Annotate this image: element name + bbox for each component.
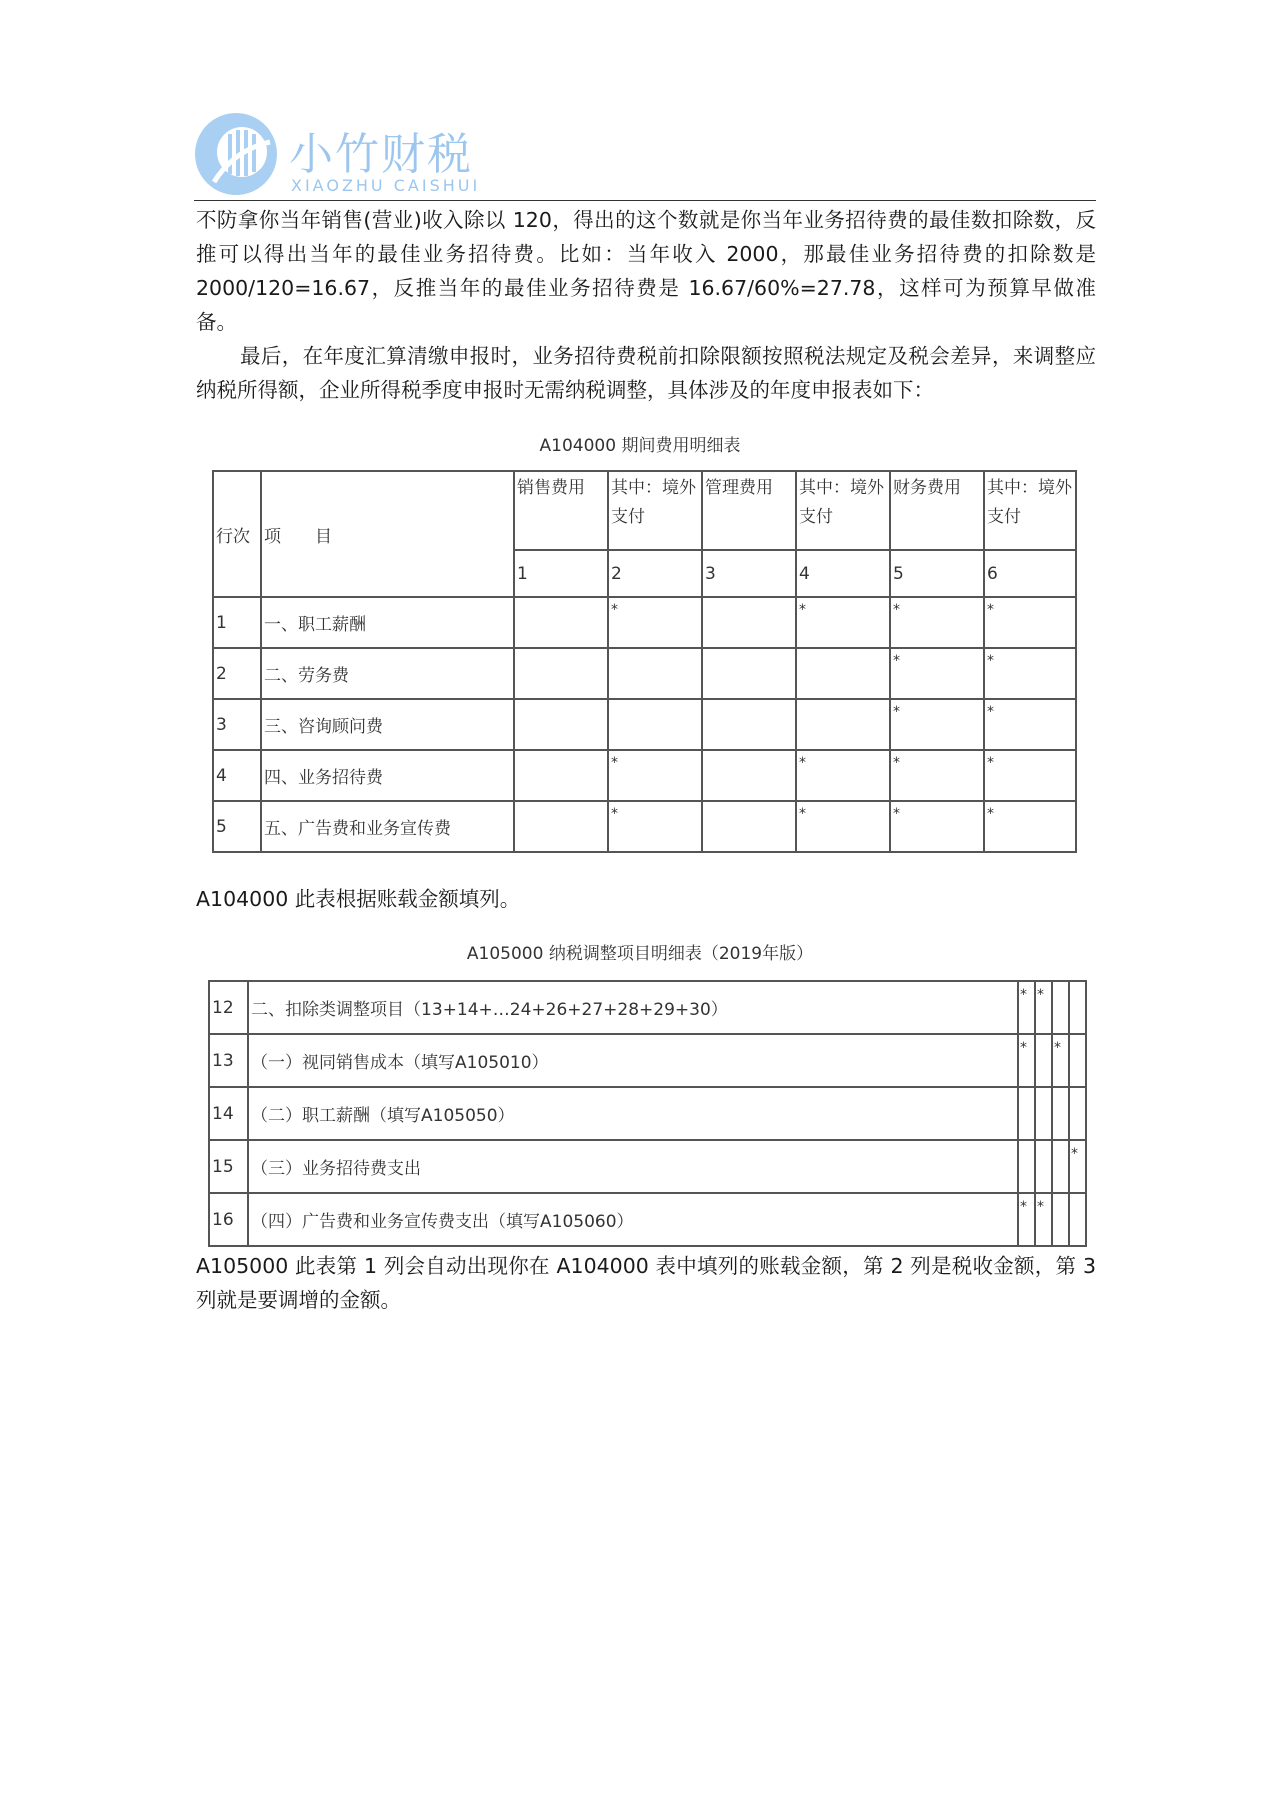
cell: * [1018,981,1035,1034]
cell: * [890,801,984,852]
cell: * [796,597,890,648]
logo-name-cn: 小竹财税 [289,129,473,180]
note-1: A104000 此表根据账载金额填列。 [196,887,521,911]
paragraph-1: 不防拿你当年销售(营业)收入除以 120，得出的这个数就是你当年业务招待费的最佳数扣除数，反推可以得出当年的最佳业务招待费。比如：当年收入 2000，那最佳业务招待费的扣除数是 2000/120=16.67，反推当年的最佳业务招待费是 16.67/60%=27.78，这样可为预算早做准备。 [196,208,1096,334]
cell [514,699,608,750]
cell [608,699,702,750]
col-number: 6 [984,550,1076,597]
cell [702,597,796,648]
cell [796,648,890,699]
cell: * [1069,1140,1086,1193]
cell: * [1018,1193,1035,1246]
cell [1069,1193,1086,1246]
table-row [209,1140,1086,1193]
cell: * [890,750,984,801]
col-number: 3 [702,550,796,597]
cell: * [984,699,1076,750]
table-row [209,1034,1086,1087]
cell: * [1052,1034,1069,1087]
row-number: 5 [213,801,261,852]
cell: * [1035,981,1052,1034]
cell: * [890,648,984,699]
table-row [209,1087,1086,1140]
row-item: 五、广告费和业务宣传费 [261,801,514,852]
note-2: A105000 此表第 1 列会自动出现你在 A104000 表中填列的账载金额，第 2 列是税收金额，第 3 列就是要调增的金额。 [196,1254,1096,1312]
table-row [213,648,1076,699]
row-number: 13 [209,1034,248,1087]
header-col: 其中：境外支付 [608,471,702,550]
row-number: 15 [209,1140,248,1193]
cell [514,750,608,801]
cell [514,648,608,699]
tax-adjustment-table [208,980,1087,1247]
cell: * [608,750,702,801]
row-number: 1 [213,597,261,648]
cell: * [890,597,984,648]
cell [1069,1087,1086,1140]
cell: * [608,597,702,648]
cell: * [984,801,1076,852]
cell: * [984,648,1076,699]
col-number: 5 [890,550,984,597]
cell [514,801,608,852]
cell [514,597,608,648]
row-item: 二、劳务费 [261,648,514,699]
table-row [213,699,1076,750]
header-col: 销售费用 [514,471,608,550]
row-item: （一）视同销售成本（填写A105010） [248,1034,1018,1087]
cell: * [1018,1034,1035,1087]
cell [1069,981,1086,1034]
cell [702,801,796,852]
row-number: 2 [213,648,261,699]
cell [796,699,890,750]
col-number: 1 [514,550,608,597]
cell [1035,1140,1052,1193]
header-divider [194,200,1096,201]
expense-detail-table [212,470,1077,853]
col-number: 4 [796,550,890,597]
logo [194,112,494,198]
header-col: 其中：境外支付 [796,471,890,550]
cell [1052,1140,1069,1193]
header-item: 项 目 [261,471,514,597]
row-item: （二）职工薪酬（填写A105050） [248,1087,1018,1140]
table-header-row [213,471,1076,550]
cell [1035,1087,1052,1140]
cell [1069,1034,1086,1087]
row-item: 一、职工薪酬 [261,597,514,648]
row-number: 3 [213,699,261,750]
table1-caption: A104000 期间费用明细表 [539,436,741,456]
table-row [213,597,1076,648]
row-item: （四）广告费和业务宣传费支出（填写A105060） [248,1193,1018,1246]
cell [1052,1193,1069,1246]
table-row [209,981,1086,1034]
cell: * [796,750,890,801]
cell: * [890,699,984,750]
cell [608,648,702,699]
cell [1052,1087,1069,1140]
table-row [209,1193,1086,1246]
cell [1018,1140,1035,1193]
cell: * [608,801,702,852]
cell [702,699,796,750]
row-item: 三、咨询顾问费 [261,699,514,750]
cell [702,750,796,801]
table2-caption: A105000 纳税调整项目明细表（2019年版） [466,944,814,964]
logo-name-en: XIAOZHU CAISHUI [291,176,481,195]
row-number: 4 [213,750,261,801]
cell [1052,981,1069,1034]
cell: * [984,750,1076,801]
row-item: （三）业务招待费支出 [248,1140,1018,1193]
row-item: 四、业务招待费 [261,750,514,801]
row-number: 14 [209,1087,248,1140]
cell [1035,1034,1052,1087]
row-number: 16 [209,1193,248,1246]
cell: * [1035,1193,1052,1246]
col-number: 2 [608,550,702,597]
header-col: 财务费用 [890,471,984,550]
table-row [213,801,1076,852]
header-row-no: 行次 [213,471,261,597]
paragraph-2: 最后，在年度汇算清缴申报时，业务招待费税前扣除限额按照税法规定及税会差异，来调整应纳税所得额，企业所得税季度申报时无需纳税调整，具体涉及的年度申报表如下： [196,344,1096,402]
cell [1018,1087,1035,1140]
bamboo-logo-icon [194,112,278,196]
row-number: 12 [209,981,248,1034]
header-col: 管理费用 [702,471,796,550]
header-col: 其中：境外支付 [984,471,1076,550]
cell [702,648,796,699]
cell: * [796,801,890,852]
table-row [213,750,1076,801]
row-item: 二、扣除类调整项目（13+14+…24+26+27+28+29+30） [248,981,1018,1034]
cell: * [984,597,1076,648]
